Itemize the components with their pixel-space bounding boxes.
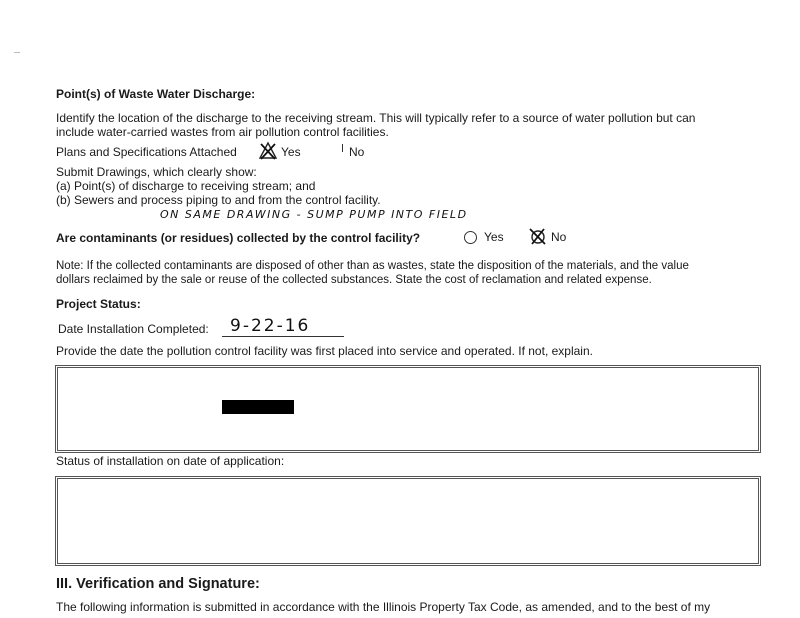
checked-x-icon xyxy=(258,141,278,161)
date-installation-value[interactable]: 9-22-16 xyxy=(230,316,311,336)
contaminants-yes-label: Yes xyxy=(484,230,504,244)
service-date-textarea[interactable] xyxy=(55,365,761,453)
contaminants-no-label: No xyxy=(551,230,567,244)
service-date-prompt: Provide the date the pollution control facility was first placed into service and operated. If not, explain. xyxy=(56,344,593,358)
plans-label: Plans and Specifications Attached xyxy=(56,145,237,159)
plans-no-checkbox[interactable] xyxy=(342,144,343,152)
plans-yes-label: Yes xyxy=(281,145,301,159)
discharge-description-line2: include water-carried wastes from air pollution control facilities. xyxy=(56,125,389,139)
discharge-description-line1: Identify the location of the discharge to the receiving stream. This will typically refer to a source of water pollution but can xyxy=(56,111,696,125)
checked-x-icon xyxy=(528,226,548,246)
verification-heading: III. Verification and Signature: xyxy=(56,576,260,592)
contaminants-yes-radio[interactable] xyxy=(464,231,477,244)
plans-yes-checkbox[interactable] xyxy=(258,141,278,166)
verification-text: The following information is submitted in accordance with the Illinois Property Tax Code, as amended, and to the best of my xyxy=(56,600,711,614)
note-line2: dollars reclaimed by the sale or reuse of the collected substances. State the cost of reclamation and related expense. xyxy=(56,274,652,286)
redaction-block xyxy=(222,400,294,414)
drawings-instruction: Submit Drawings, which clearly show: xyxy=(56,165,257,179)
installation-status-textarea[interactable] xyxy=(55,476,761,566)
discharge-heading: Point(s) of Waste Water Discharge: xyxy=(56,87,256,101)
drawings-item-b: (b) Sewers and process piping to and from the control facility. xyxy=(56,193,381,207)
contaminants-question: Are contaminants (or residues) collected by the control facility? xyxy=(56,231,421,245)
drawings-item-a: (a) Point(s) of discharge to receiving stream; and xyxy=(56,179,316,193)
contaminants-no-radio[interactable] xyxy=(528,226,548,251)
date-installation-underline xyxy=(222,336,344,337)
installation-status-label: Status of installation on date of application: xyxy=(56,454,285,468)
scan-mark xyxy=(14,52,20,53)
plans-no-label: No xyxy=(349,145,365,159)
project-status-heading: Project Status: xyxy=(56,297,141,311)
date-installation-label: Date Installation Completed: xyxy=(58,322,209,336)
note-line1: Note: If the collected contaminants are disposed of other than as wastes, state the disposition of the materials, and the value xyxy=(56,260,689,272)
handwritten-note: ON SAME DRAWING - SUMP PUMP INTO FIELD xyxy=(160,208,468,221)
